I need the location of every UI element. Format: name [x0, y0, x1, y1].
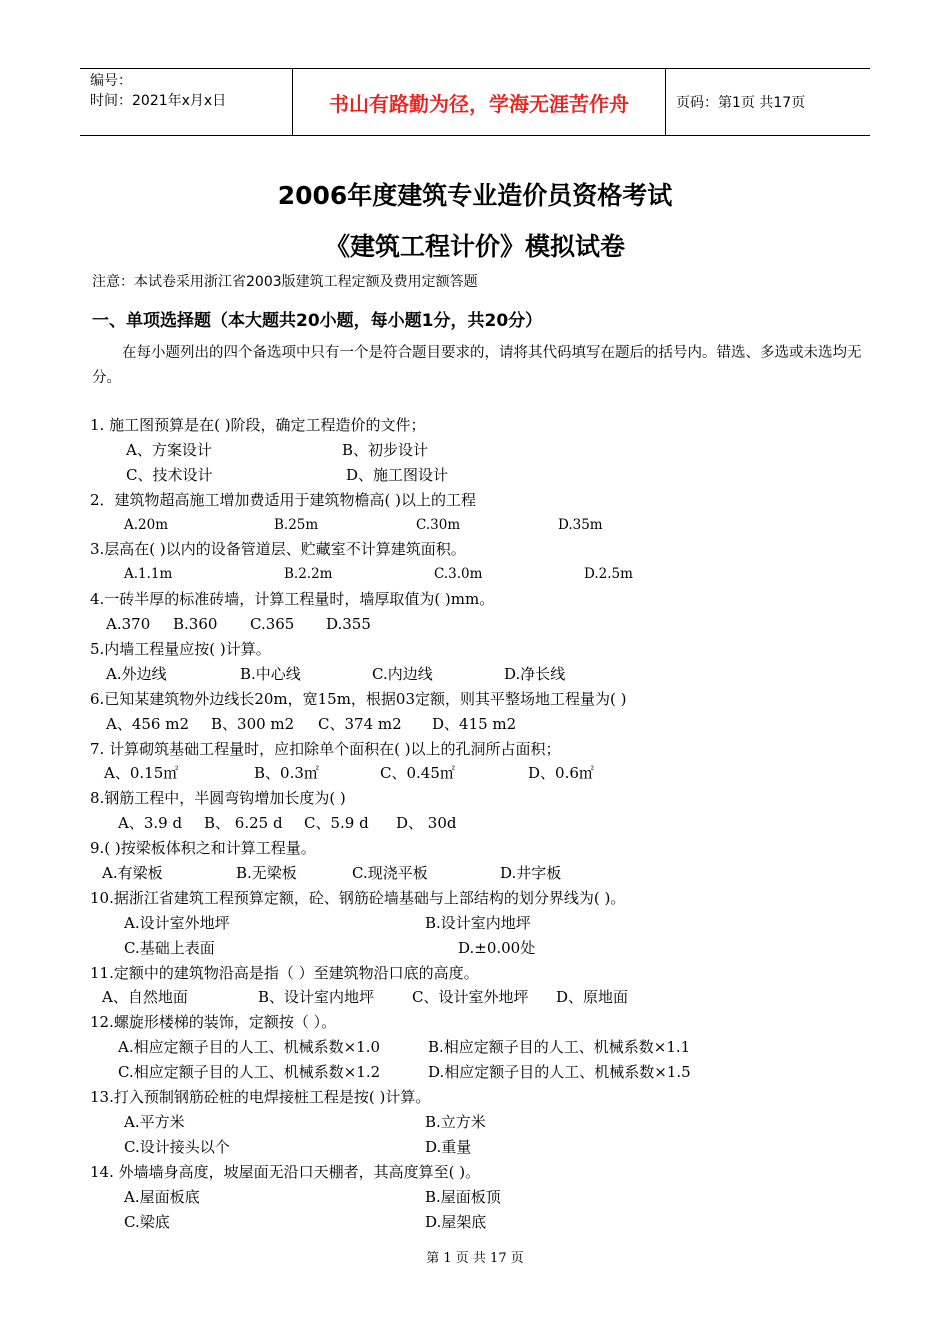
option-c: C、5.9 d [304, 814, 369, 833]
option-row [90, 463, 890, 488]
page-header [80, 68, 870, 136]
option-b: B、初步设计 [342, 440, 429, 459]
document-subtitle: 《建筑工程计价》模拟试卷 [324, 232, 625, 261]
question-stem: 9.( )按梁板体积之和计算工程量。 [90, 839, 316, 858]
option-c: C.设计接头以个 [124, 1137, 230, 1156]
option-a: A.设计室外地坪 [124, 913, 230, 932]
option-c: C.相应定额子目的人工、机械系数×1.2 [118, 1063, 381, 1082]
option-row [90, 712, 890, 737]
option-b: B、300 m2 [211, 714, 295, 733]
option-d: D、0.6㎡ [528, 764, 594, 783]
option-a: A.20m [124, 516, 169, 533]
question-stem: 10.据浙江省建筑工程预算定额，砼、钢筋砼墙基础与上部结构的划分界线为( )。 [90, 888, 626, 907]
option-d: D.2.5m [584, 566, 633, 583]
option-c: C.现浇平板 [352, 864, 428, 883]
option-a: A.外边线 [106, 664, 167, 683]
option-d: D、原地面 [556, 988, 629, 1007]
section-heading: 一、单项选择题（本大题共20小题，每小题1分，共20分） [92, 311, 543, 331]
option-a: A、自然地面 [102, 988, 188, 1007]
option-c: C、技术设计 [126, 465, 213, 484]
option-row [90, 1060, 890, 1085]
option-row [90, 1210, 890, 1235]
option-c: C.3.0m [434, 566, 483, 583]
option-a: A、3.9 d [118, 814, 183, 833]
option-row [90, 1110, 890, 1135]
option-b: B.屋面板顶 [425, 1187, 501, 1206]
question-stem: 4.一砖半厚的标准砖墙，计算工程量时，墙厚取值为( )mm。 [90, 590, 495, 609]
option-b: B.设计室内地坪 [425, 913, 531, 932]
option-row [90, 1185, 890, 1210]
option-row [90, 438, 890, 463]
question-stem: 3.层高在( )以内的设备管道层、贮藏室不计算建筑面积。 [90, 540, 466, 559]
option-b: B.25m [274, 516, 319, 533]
option-d: D、施工图设计 [346, 465, 449, 484]
page-footer: 第 1 页 共 17 页 [426, 1251, 524, 1266]
option-b: B、 6.25 d [204, 814, 283, 833]
motto: 书山有路勤为径，学海无涯苦作舟 [293, 69, 666, 136]
option-row [90, 861, 890, 886]
question-stem: 5.内墙工程量应按( )计算。 [90, 640, 271, 659]
time-label: 时间：2021年x月x日 [90, 93, 227, 109]
question-stem: 11.定额中的建筑物沿高是指（ ）至建筑物沿口底的高度。 [90, 963, 479, 982]
option-row [90, 1035, 890, 1060]
option-d: D.净长线 [504, 664, 566, 683]
option-b: B.360 [173, 615, 218, 634]
option-c: C.基础上表面 [124, 938, 215, 957]
exam-note: 注意：本试卷采用浙江省2003版建筑工程定额及费用定额答题 [92, 274, 478, 290]
option-d: D.井字板 [500, 864, 562, 883]
option-a: A.相应定额子目的人工、机械系数×1.0 [118, 1038, 381, 1057]
option-a: A、方案设计 [126, 440, 212, 459]
option-c: C、设计室外地坪 [412, 988, 529, 1007]
number-label: 编号： [90, 73, 132, 89]
option-a: A、0.15㎡ [104, 764, 179, 783]
section-instructions: 在每小题列出的四个备选项中只有一个是符合题目要求的，请将其代码填写在题后的括号内。错选、多选或未选均无分。 [92, 345, 862, 386]
question-stem: 12.螺旋形楼梯的装饰，定额按（ ）。 [90, 1013, 337, 1032]
question-list [90, 413, 890, 1234]
option-d: D.重量 [425, 1137, 472, 1156]
option-row [90, 811, 890, 836]
option-row [90, 911, 890, 936]
option-c: C.30m [416, 516, 461, 533]
option-row [90, 985, 890, 1010]
option-a: A.平方米 [124, 1112, 185, 1131]
question-stem: 1. 施工图预算是在( )阶段，确定工程造价的文件； [90, 416, 426, 434]
option-d: D、415 m2 [432, 714, 517, 733]
option-row [90, 662, 890, 687]
option-row [90, 761, 890, 786]
option-row [90, 513, 890, 538]
option-d: D.±0.00处 [458, 938, 536, 957]
option-c: C、374 m2 [318, 714, 402, 733]
option-b: B.无梁板 [236, 864, 297, 883]
option-d: D.35m [558, 516, 603, 533]
page-info: 页码：第1页 共17页 [666, 69, 871, 136]
header-left-cell [80, 69, 293, 136]
option-row [90, 936, 890, 961]
option-b: B、0.3㎡ [254, 764, 319, 783]
option-c: C.365 [250, 615, 295, 634]
question-stem: 8.钢筋工程中，半圆弯钩增加长度为( ) [90, 789, 346, 808]
option-a: A.屋面板底 [124, 1187, 200, 1206]
question-stem: 7. 计算砌筑基础工程量时，应扣除单个面积在( )以上的孔洞所占面积； [90, 739, 561, 758]
option-b: B、设计室内地坪 [258, 988, 375, 1007]
document-title: 2006年度建筑专业造价员资格考试 [277, 181, 673, 210]
option-a: A、456 m2 [106, 714, 189, 733]
option-row [90, 562, 890, 587]
option-b: B.2.2m [284, 566, 333, 583]
option-row [90, 1135, 890, 1160]
option-b: B.立方米 [425, 1112, 486, 1131]
question-stem: 13.打入预制钢筋砼桩的电焊接桩工程是按( )计算。 [90, 1088, 431, 1107]
option-c: C.梁底 [124, 1212, 170, 1231]
option-b: B.相应定额子目的人工、机械系数×1.1 [428, 1038, 691, 1057]
question-stem: 14. 外墙墙身高度，坡屋面无沿口天棚者，其高度算至( )。 [90, 1162, 481, 1181]
question-stem: 2．建筑物超高施工增加费适用于建筑物檐高( )以上的工程 [90, 490, 477, 509]
option-row [90, 612, 890, 637]
option-a: A.1.1m [124, 566, 173, 583]
option-d: D、 30d [396, 814, 457, 833]
question-stem: 6.已知某建筑物外边线长20m，宽15m，根据03定额，则其平整场地工程量为( ) [90, 689, 627, 708]
option-d: D.相应定额子目的人工、机械系数×1.5 [428, 1063, 691, 1082]
option-a: A.370 [106, 615, 151, 634]
option-d: D.屋架底 [425, 1212, 487, 1231]
option-d: D.355 [326, 615, 371, 634]
option-c: C.内边线 [372, 664, 433, 683]
option-a: A.有梁板 [102, 864, 163, 883]
option-c: C、0.45㎡ [380, 764, 455, 783]
option-b: B.中心线 [240, 664, 301, 683]
